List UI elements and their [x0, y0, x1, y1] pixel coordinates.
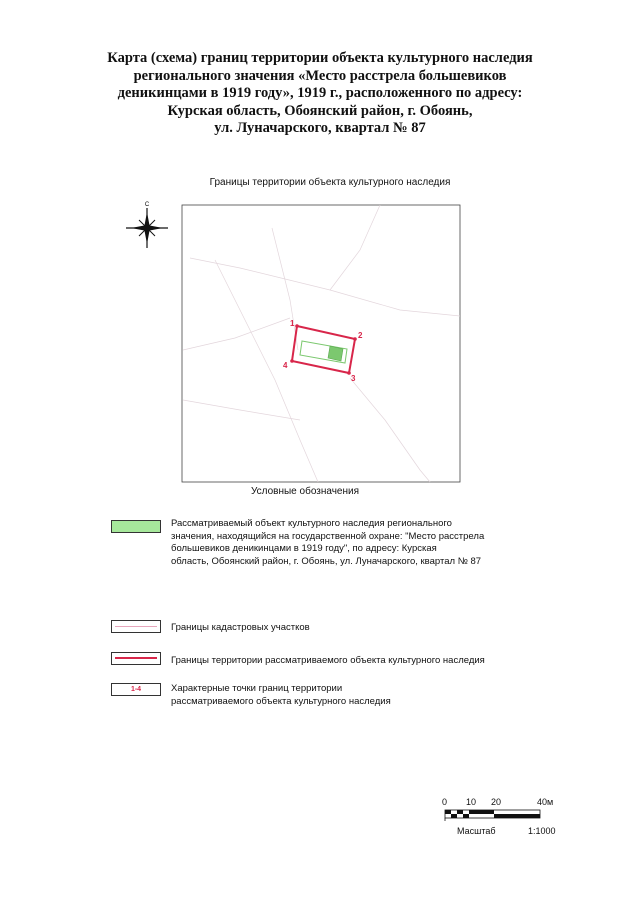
point-label-3: 3: [351, 374, 356, 383]
boundary-point-4: [290, 359, 294, 363]
legend-swatch-territory: [111, 652, 161, 665]
point-label-1: 1: [290, 319, 295, 328]
point-label-2: 2: [358, 331, 363, 340]
legend-swatch-object: [111, 520, 161, 533]
north-label: С: [144, 202, 150, 208]
north-arrow-icon: [126, 202, 168, 248]
scale-label: Масштаб: [457, 826, 496, 836]
legend-swatch-cadastral: [111, 620, 161, 633]
scale-ratio: 1:1000: [528, 826, 556, 836]
map-caption: Границы территории объекта культурного наследия: [209, 177, 451, 188]
heritage-object-fill: [328, 346, 343, 361]
document-title: Карта (схема) границ территории объекта культурного наследия регионального значения «Место расстрела большевиков деникинцами в 1919 году», 1919 г., расположенного по адресу: Курская область, Обоянский район, г. Обоянь, ул. Луначарского, квартал № 87: [107, 50, 533, 136]
scale-tick-20: 20: [491, 797, 502, 807]
legend-title: Условные обозначения: [250, 486, 360, 497]
point-label-4: 4: [283, 361, 288, 370]
scale-tick-40: 40м: [537, 797, 554, 807]
legend-text-points: Характерные точки границ территории рассматриваемого объекта культурного наследия: [171, 683, 391, 707]
legend-text-territory: Границы территории рассматриваемого объекта культурного наследия: [171, 655, 485, 666]
map-frame: [182, 205, 460, 482]
scale-bar: [445, 810, 540, 821]
boundary-point-2: [353, 337, 357, 341]
boundary-point-1: [295, 324, 299, 328]
legend-text-cadastral: Границы кадастровых участков: [171, 622, 310, 633]
legend-swatch-points: 1-4: [111, 683, 161, 696]
scale-tick-0: 0: [442, 797, 448, 807]
legend-text-object: Рассматриваемый объект культурного наследия регионального значения, находящийся на государственной охране: "Место расстрела большевиков деникинцами в 1919 году", по адресу: Курская область, Обоянский район, г. Обоянь, ул. Луначарского, квартал № 87: [171, 518, 485, 567]
scale-tick-10: 10: [466, 797, 477, 807]
